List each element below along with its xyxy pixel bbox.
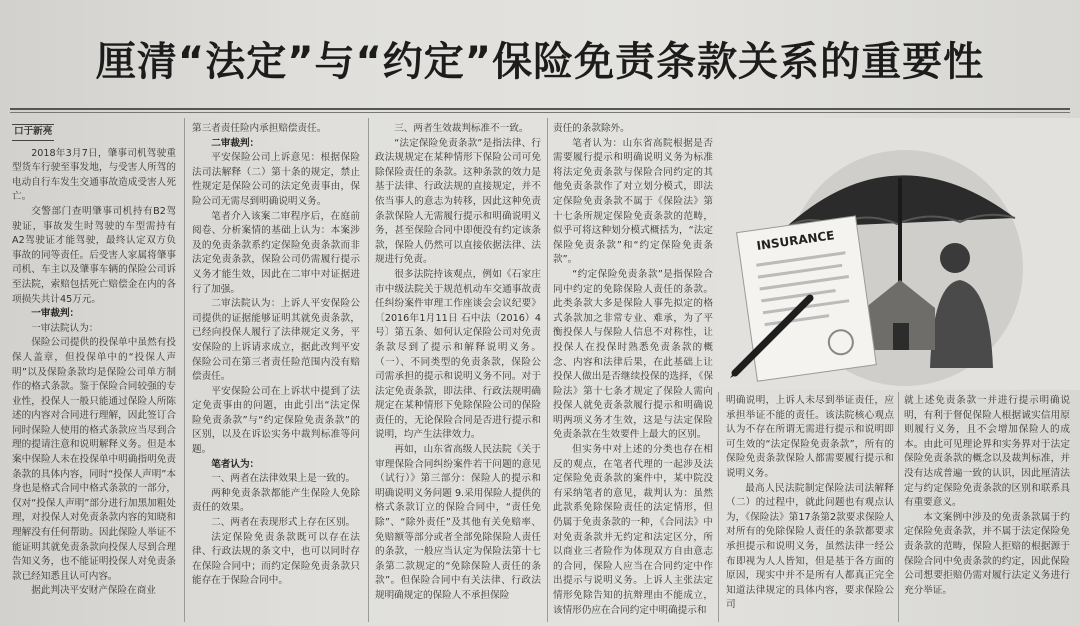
paragraph: 保险公司提供的投保单中虽然有投保人盖章，但投保单中的“投保人声明”以及保险条款均是保险公司单方制作的格式条款。鉴于保险合同较强的专业性，投保人一般只能通过保险人所陈述的内容对合同进行理解，因此签订合同时保险人使用的格式条款应当尽到合理的提请注意和说明解释义务。但是本案中保险人未在投保单中明确指明免责条款的具体内容，同时“投保人声明”本身也是格式合同中格式条款的一部分，仅对“投保人声明”部分进行加黑加粗处理，对投保人对免责条款内容的知晓和理解没有任何帮助。因此保险人举证不能证明其就免责条款向投保人尽到合理告知义务，也不能证明投保人对免责条款已经知悉且认可内容。 [12, 337, 176, 582]
paragraph: 三、两者生效裁判标准不一致。 [394, 123, 529, 134]
column-divider [718, 392, 719, 622]
column-divider [368, 118, 369, 622]
paragraph: 本文案例中涉及的免责条款属于约定保险免责条款，并不属于法定保险免责条款的范畴，保险人拒赔的根据源于保险合同中免责条款的约定，因此保险公司想要拒赔仍需对履行法定义务进行充分举证。 [904, 511, 1070, 596]
paragraph: 交警部门查明肇事司机持有B2驾驶证，事故发生时驾驶的车型需持有A2驾驶证才能驾驶，最终认定双方负事故的同等责任。后受害人家属将肇事司机、车主以及肇事车辆的保险公司诉至法院，索赔包括死亡赔偿金在内的各项损失共计45万元。 [12, 205, 176, 305]
text-column-1 [12, 122, 176, 622]
paragraph: 责任的条款除外。 [553, 123, 630, 134]
paragraph: 一、两者在法律效果上是一致的。 [211, 473, 356, 485]
text-column-3 [375, 122, 541, 622]
paragraph: 很多法院持该观点，例如《石家庄市中级法院关于规范机动车交通事故责任纠纷案件审理工作座谈会会议纪要》〔2016年1月11日 石中法（2016）4号〕第五条、如何认定保险公司对免责条款尽到了提示和解释说明义务。（一）、不同类型的免责条款，保险公司需承担的提示和说明义务不同。对于法定免责条款，即法律、行政法规明确规定在某种情形下免除保险公司的保险责任的，无论保险合同是否进行提示和说明，均产生法律效力。 [375, 268, 541, 441]
section-heading: 笔者认为： [211, 458, 260, 470]
column-divider [547, 118, 548, 622]
text-column-2 [192, 122, 360, 622]
paragraph: 笔者认为：山东省高院根据是否需要履行提示和明确说明义务为标准将法定免责条款与保险合同约定的其他免责条款作了对立划分模式，即法定保险免责条款不属于《保险法》第十七条所规定保险免责条款的范畴，似乎可将这种划分模式概括为，“法定保险免责条款”和“约定保险免责条款”。 [553, 137, 713, 266]
paragraph: 二审法院认为：上诉人平安保险公司提供的证据能够证明其就免责条款，已经向投保人履行了法律规定义务，平安保险的上诉请求成立，据此改判平安保险公司在第三者责任险范围内没有赔偿责任。 [192, 298, 360, 383]
column-divider [898, 392, 899, 622]
paragraph: 平安保险公司在上诉状中提到了法定免责事由的问题，由此引出“法定保险免责条款”与“约定保险免责条款”的区别，以及在诉讼实务中裁判标准等问题。 [192, 385, 360, 456]
paragraph: 一审法院认为： [31, 322, 99, 334]
insurance-illustration [715, 118, 1080, 390]
paragraph: 两种免责条款都能产生保险人免除责任的效果。 [192, 487, 360, 514]
text-column-5 [726, 394, 894, 622]
section-heading: 一审裁判： [31, 308, 80, 320]
title-rule [10, 108, 1070, 110]
paragraph: 再如，山东省高级人民法院《关于审理保险合同纠纷案件若干问题的意见（试行）》第三部分：保险人的提示和明确说明义务问题 9.采用保险人提供的格式条款订立的保险合同中，“责任免除”、“除外责任”及其他有关免赔率、免赔额等部分或者全部免除保险人责任的条款，一般应当认定为保险法第十七条第二款规定的“免除保险人责任的条款”。但保险合同中有关法律、行政法规明确规定的保险人不承担保险 [375, 444, 541, 601]
text-column-6 [904, 394, 1070, 622]
paragraph: 但实务中对上述的分类也存在相反的观点，在笔者代理的一起涉及法定保险免责条款的案件中，某中院没有采纳笔者的意见，裁判认为：虽然此款系免除保险责任的法定情形，但仍属于免责条款的一种，《合同法》中对免责条款并无约定和法定区分，所以商业三者险作为体现双方自由意志的合同，保险人应当在合同约定中作出提示与说明义务。上诉人主张法定情形免除告知的抗辩理由不能成立，该情形仍应在合同约定中明确提示和 [553, 444, 713, 616]
page-title: 厘清“法定”与“约定”保险免责条款关系的重要性 [95, 39, 985, 85]
paragraph: 第三者责任险内承担赔偿责任。 [192, 123, 327, 134]
paragraph: 平安保险公司上诉意见：根据保险法司法解释（二）第十条的规定，禁止性规定是保险公司的法定免责事由，保险公司无需尽到明确说明义务。 [192, 152, 360, 207]
paragraph: 就上述免责条款一并进行提示明确说明，有利于督促保险人根据诚实信用原则履行义务，且不会增加保险人的成本。由此可见理论界和实务界对于法定保险免责条款的概念以及裁判标准，并没有达成普遍一致的认识，因此厘清法定与约定保险免责条款的区别和联系具有重要意义。 [904, 395, 1070, 509]
paragraph: 最高人民法院制定保险法司法解释（二）的过程中，就此问题也有观点认为，《保险法》第17条第2款要求保险人对所有的免除保险人责任的条款都要求承担提示和说明义务，虽然法律一经公布即视为人人皆知，但是基于各方面的原因，现实中并不是所有人都真正完全知道法律规定的具体内容，要求保险公司 [726, 482, 894, 611]
column-divider [184, 118, 185, 622]
paragraph: 法定保险免责条款既可以存在法律、行政法规的条文中，也可以同时存在保险合同中；而约定保险免责条款只能存在于保险合同中。 [192, 531, 360, 587]
paragraph: 据此判决平安财产保险在商业 [31, 585, 156, 597]
byline: 口于新亮 [12, 124, 54, 141]
document-title: INSURANCE [755, 228, 836, 253]
paragraph: 笔者介入该案二审程序后，在庭前阅卷、分析案情的基础上认为：本案涉及的免责条款系约定保险免责条款而非法定免责条款，保险公司仍需履行提示义务才能生效，因此在二审中对证据进行了加强。 [192, 210, 360, 295]
paragraph: 二、两者在表现形式上存在区别。 [211, 517, 356, 529]
paragraph: 2018年3月7日，肇事司机驾驶重型货车行驶至事发地，与受害人所驾的电动自行车发生交通事故造成受害人死亡。 [12, 147, 176, 203]
text-column-4 [553, 122, 713, 622]
section-heading: 二审裁判： [211, 137, 260, 149]
title-rule-thin [10, 112, 1070, 113]
paragraph: “约定保险免责条款”是指保险合同中约定的免除保险人责任的条款。此类条款大多是保险人事先拟定的格式条款加之非常专业、难承，为了平衡投保人与保险人信息不对称性，让投保人在投保时熟悉免责条款的概念、内容和法律后果，在此基础上让投保人做出是否继续投保的选择，《保险法》第十七条才规定了保险人需向投保人就免责条款履行提示和明确说明两项义务才生效，这是与法定保险免责条款在生效要件上最大的区别。 [553, 268, 713, 441]
paragraph: 明确说明，上诉人未尽到举证责任，应承担举证不能的责任。该法院核心观点认为不存在所谓无需进行提示和说明即可生效的“法定保险免责条款”，所有的保险免责条款保险人都需要履行提示和说明义务。 [726, 395, 894, 479]
paragraph: “法定保险免责条款”是指法律、行政法规规定在某种情形下保险公司可免除保险责任的条款。这种条款的效力是基于法律、行政法规的直接规定，并不依当事人的意志为转移，因此这种免责条款保险人无需履行提示和明确说明义务，甚至保险合同中即便没有约定该条款，保险人仍然可以直接依据法律、法规进行免责。 [375, 137, 541, 266]
